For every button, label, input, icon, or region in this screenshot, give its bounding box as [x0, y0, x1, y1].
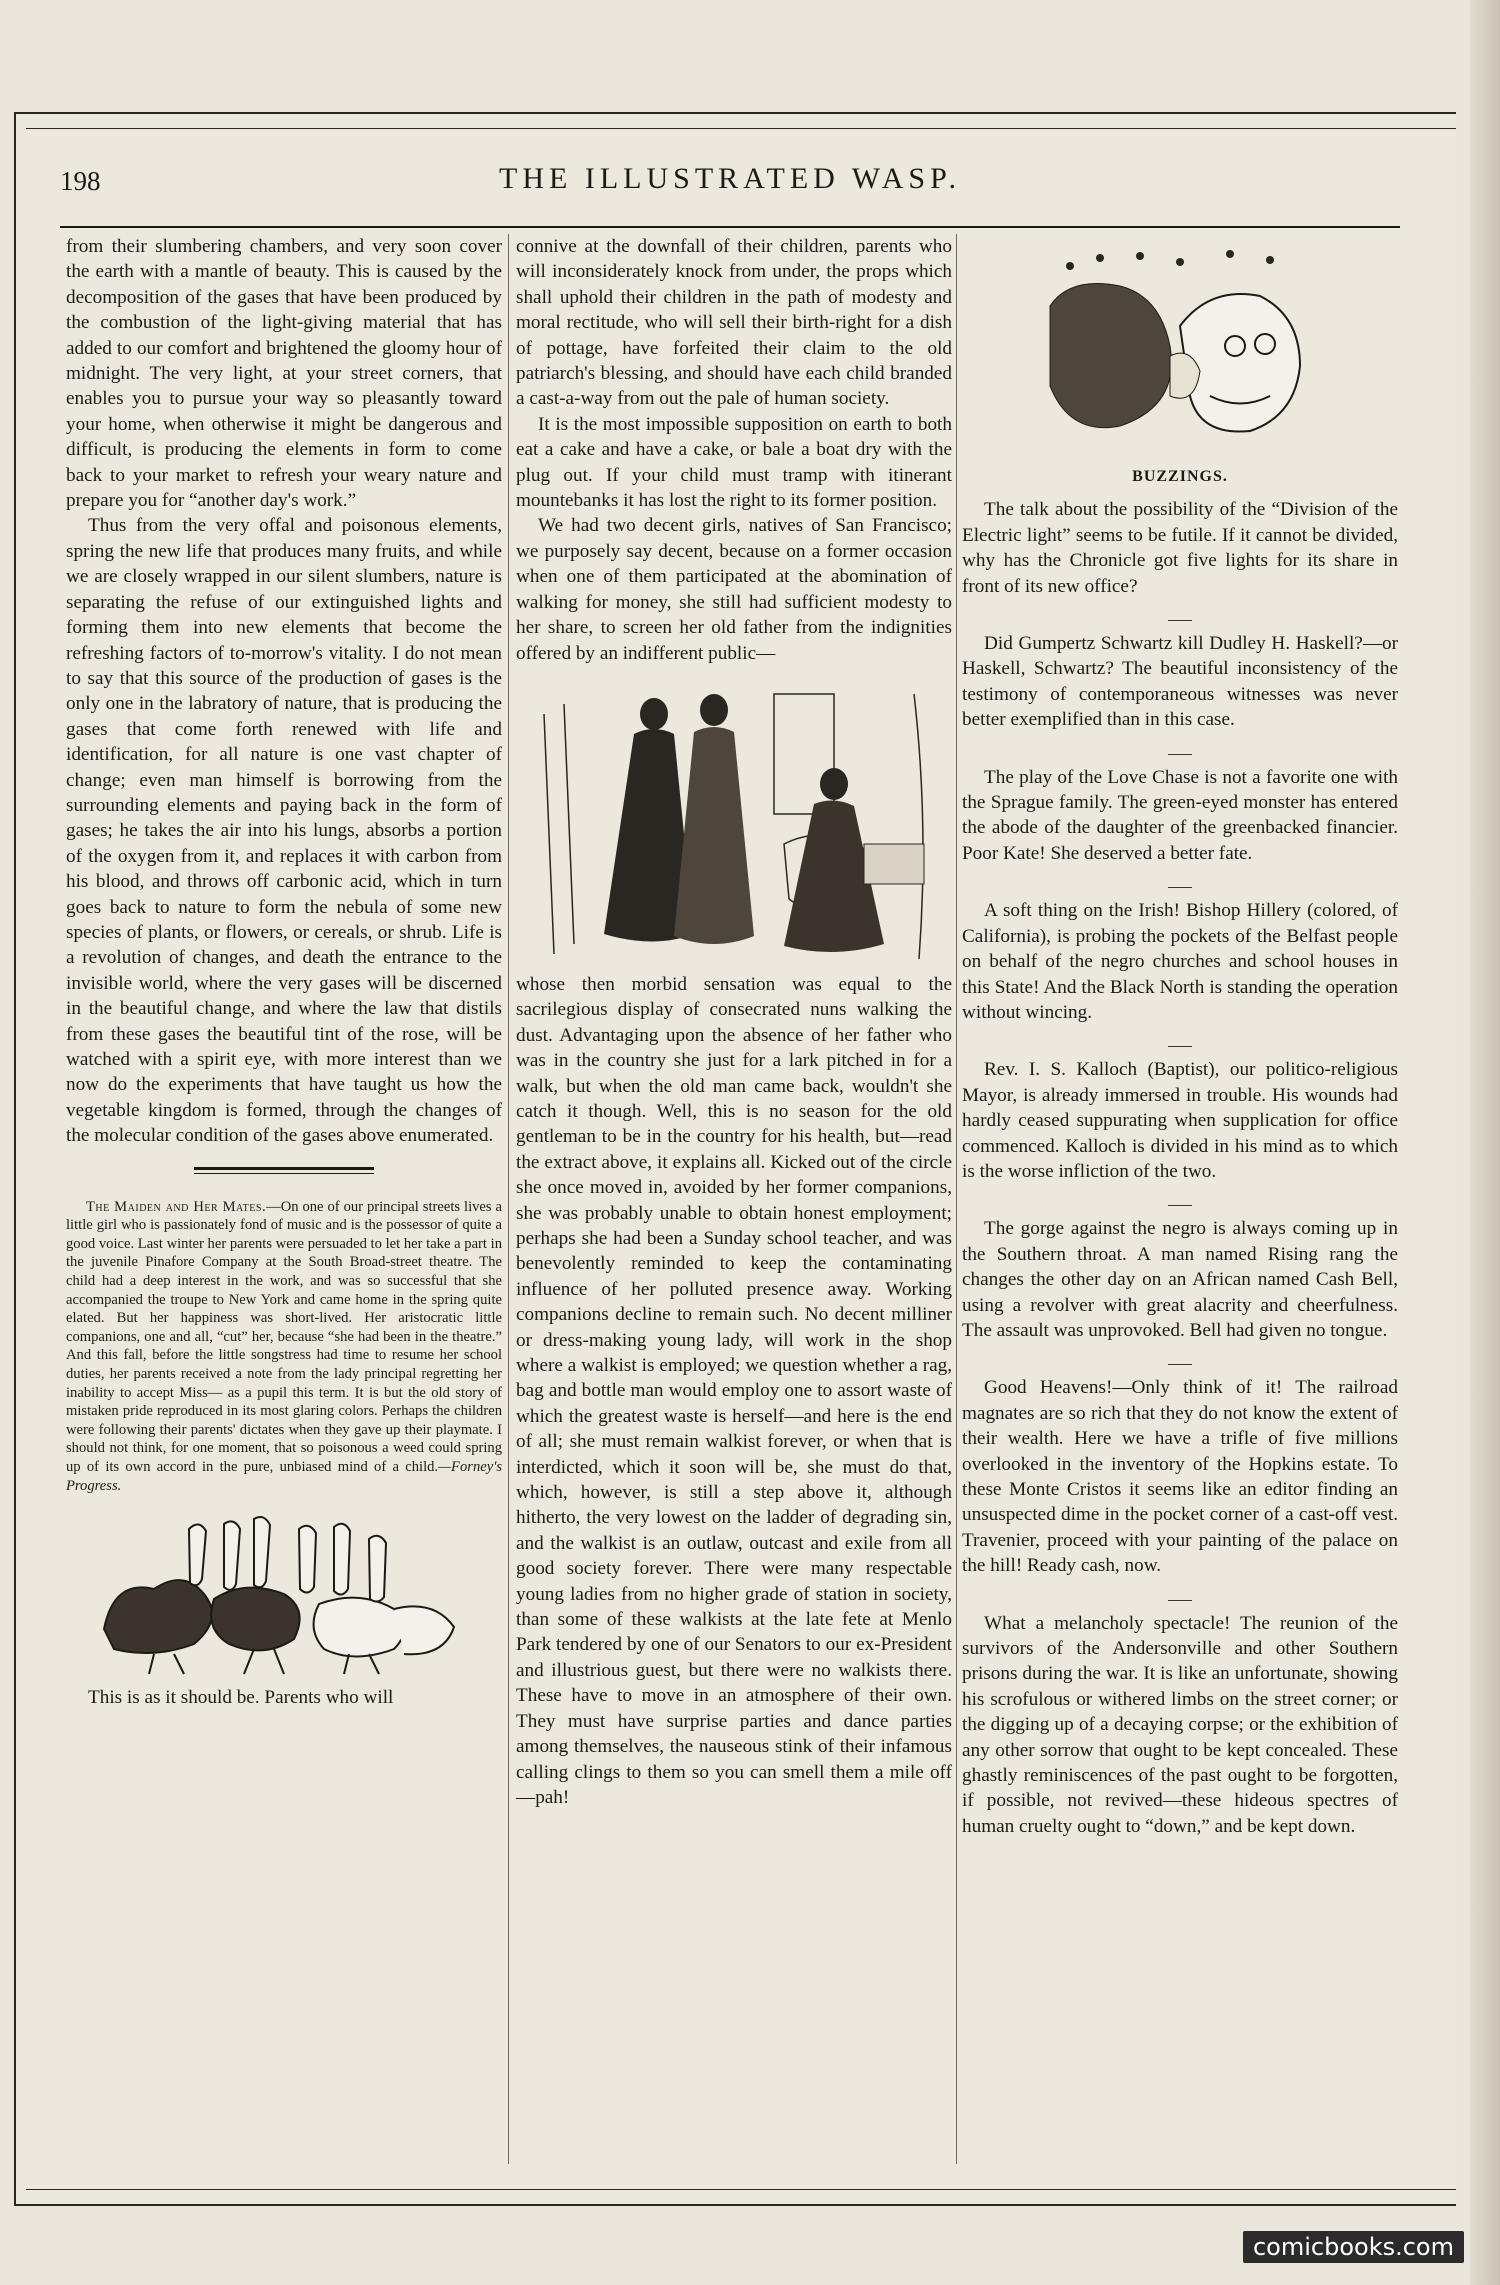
buzzing-item-1: The talk about the possibility of the “Division of the Electric light” seems to be futile. If it cannot be divided, why has the Chronicle got five lights for its share in front of its new office?: [962, 499, 1398, 597]
column-1: [66, 234, 502, 1711]
col2-paragraph-1: connive at the downfall of their children, parents who will inconsiderately knock from under, the props which shall uphold their children in the path of modesty and moral rectitude, who will sell their birth-right for a dish of pottage, have forfeited their claim to the old patriarch's blessing, and should have each child branded a cast-a-way from out the pale of human society.: [516, 236, 952, 410]
page-number: 198: [60, 166, 101, 196]
column-3: [962, 234, 1398, 1839]
geese-illustration: [94, 1509, 474, 1679]
buzzings-heading: BUZZINGS.: [1132, 468, 1228, 485]
top-rule: [26, 128, 1456, 129]
buzzing-item-5: Rev. I. S. Kalloch (Baptist), our politico-religious Mayor, is already immersed in trouble. His wounds had hardly ceased suppurating when supplication for office commenced. Kalloch is divided in his mind as to which is the worse infliction of the two.: [962, 1059, 1398, 1182]
header-rule: [60, 226, 1400, 228]
maiden-note: [66, 1198, 502, 1496]
note-title: The Maiden and Her Mates.: [86, 1198, 267, 1215]
item-separator: [962, 1037, 1398, 1047]
column-divider-1: [508, 234, 509, 2164]
page-binding-edge: [1470, 0, 1500, 2285]
column-2: [516, 234, 952, 1810]
bee-swarm-illustration: [1030, 246, 1330, 456]
col2-paragraph-4: whose then morbid sensation was equal to the sacrilegious display of consecrated nuns walking the dust. Advantaging upon the absence of her father who was in the country she just for a lark pitched in for a walk, but when the old man came back, wouldn't she catch it though. Well, this is no season for the old gentleman to be in the country for his health, but—read the extract above, it explains all. Kicked out of the circle she once moved in, avoided by her former companions, she was probably unable to obtain honest employment; perhaps she had been a Sunday school teacher, and was benevolently reminded to keep the contaminating influence of her polluted presence away. Working companions decline to remain such. No decent milliner or dress-making young lady, will work in the shop where a walkist is employed; we question whether a rag, bag and bottle man would employ one to assort waste of which the greatest waste is herself—and here is the end of all; she must remain walkist forever, or when that is interdicted, which it soon will be, she must do that, which, however, is still a step above it, although hitherto, the very lowest on the ladder of degrading sin, and the walkist is an outlaw, outcast and exile from all good society forever. There were many respectable young ladies from no higher grade of station in society, than some of these walkists at the late fete at Menlo Park tendered by one of our Senators to our ex-President and illustrious guest, but there were no walkists there. These have to move in an atmosphere of their own. They must have surprise parties and dance parties among themselves, the nauseous stink of their infamous calling clings to them so you can smell them a mile off—pah!: [516, 973, 952, 1808]
item-separator: [962, 745, 1398, 755]
buzzing-item-6: The gorge against the negro is always coming up in the Southern throat. A man named Rising rang the changes the other day on an African named Cash Bell, using a revolver with great alacrity and cheerfulness. The assault was unprovoked. Bell had given no tongue.: [962, 1218, 1398, 1341]
column-divider-2: [956, 234, 957, 2164]
item-separator: [962, 1196, 1398, 1206]
col1-paragraph-1: from their slumbering chambers, and very soon cover the earth with a mantle of beauty. This is caused by the decomposition of the gases that have been produced by the combustion of the light-giving material that has added to our comfort and brightened the gloomy hour of midnight. The very light, at your street corners, that enables you to pursue your way so pleasantly toward your home, when otherwise it might be dangerous and difficult, is producing the elements in form to come back to your market to refresh your weary nature and prepare you for “another day's work.”: [66, 236, 502, 512]
bottom-rule: [26, 2189, 1456, 2190]
buzzing-item-8: What a melancholy spectacle! The reunion of the survivors of the Andersonville and other Southern prisons during the war. It is like an unfortunate, showing his scrofulous or withered limbs on the street corner; or the digging up of a decaying corpse; or the exhibition of any other sorrow that ought to be kept concealed. These ghastly reminiscences of the past ought to be forgotten, if possible, not revived—these hideous spectres of human cruelty ought to “down,” and be kept down.: [962, 1612, 1398, 1837]
masthead-title: THE ILLUSTRATED WASP.: [499, 162, 961, 195]
buzzing-item-7: Good Heavens!—Only think of it! The railroad magnates are so rich that they do not know the extent of their wealth. Here we have a trifle of five millions overlooked in the inventory of the Hopkins estate. To these Monte Cristos it seems like an editor finding an unsuspected dime in the pocket corner of a cast-off vest. Travenier, proceed with your painting of the palace on the hill! Ready cash, now.: [962, 1377, 1398, 1577]
item-separator: [962, 611, 1398, 621]
note-body: —On one of our principal streets lives a little girl who is passionately fond of music and is the possessor of quite a good voice. Last winter her parents were persuaded to let her take a part in the juvenile Pinafore Company at the South Broad-street theatre. The child had a deep interest in the work, and was so successful that she accompanied the troupe to New York and came home in the spring quite elated. But her happiness was short-lived. Her aristocratic little companions, one and all, “cut” her, because “she had been in the theatre.” And this fall, before the little songstress had time to resume her school duties, her parents received a note from the lady principal regretting her inability to accept Miss— as a pupil this term. It is but the old story of mistaken pride reproduced in its most glaring colors. Perhaps the children were following their parents' dictates when they gave up their playmate. I should not think, for one moment, that so poisonous a weed could spring up of its own accord in the pure, unbiased mind of a child.: [66, 1198, 502, 1475]
buzzing-item-2: Did Gumpertz Schwartz kill Dudley H. Haskell?—or Haskell, Schwartz? The beautiful inconsistency of the testimony of contemporaneous witnesses was never better exemplified than in this case.: [962, 633, 1398, 731]
running-head: [60, 162, 1400, 206]
item-separator: [962, 1355, 1398, 1365]
col2-paragraph-3: We had two decent girls, natives of San Francisco; we purposely say decent, because on a former occasion when one of them participated at the abomination of walking for money, she still had sufficient modesty to her share, to screen her old father from the indignities offered by an indifferent public—: [516, 515, 952, 664]
col1-closing-line: This is as it should be. Parents who will: [88, 1687, 394, 1709]
buzzing-item-3: The play of the Love Chase is not a favorite one with the Sprague family. The green-eyed monster has entered the abode of the daughter of the greenbacked financier. Poor Kate! She deserved a better fate.: [962, 766, 1398, 864]
col1-paragraph-2: Thus from the very offal and poisonous elements, spring the new life that produces many fruits, and while we are closely wrapped in our silent slumbers, nature is separating the refuse of our extinguished lights and forming them into new elements that become the refreshing factors of to-morrow's vitality. I do not mean to say that this source of the production of gases is the only one in the labratory of nature, that is producing the gases that come forth renewed with life and identification, for all nature is one vast chapter of change; even man himself is borrowing from the surrounding elements and paying back in the form of gases; he takes the air into his lungs, absorbs a portion of the oxygen from it, and replaces it with carbon from his blood, and throws off carbonic acid, which in turn goes back to nature to form the nebula of some new species of plants, or flowers, or cereals, or shrub. Life is a revolution of changes, and death the entrance to the invisible world, where the very gases will be discerned in the beautiful change, and where the law that distils from these gases the beautiful tint of the rose, will be watched with a spirit eye, with more interest than we now do the experiments that have taught us how the vegetable kingdom is formed, through the changes of the molecular condition of the gases above enumerated.: [66, 515, 502, 1147]
walkists-illustration: [534, 674, 934, 964]
col2-paragraph-2: It is the most impossible supposition on earth to both eat a cake and have a cake, or bale a boat dry with the plug out. If your child must tramp with itinerant mountebanks it has lost the right to its former position.: [516, 413, 952, 512]
buzzing-item-4: A soft thing on the Irish! Bishop Hillery (colored, of California), is probing the pockets of the Belfast people on behalf of the negro churches and school houses in this State! And the Black North is standing the operation without wincing.: [962, 900, 1398, 1023]
site-watermark: comicbooks.com: [1243, 2231, 1464, 2263]
section-double-rule: [194, 1167, 374, 1174]
item-separator: [962, 878, 1398, 888]
item-separator: [962, 1591, 1398, 1601]
note-source: —Forney's Progress.: [66, 1458, 502, 1494]
